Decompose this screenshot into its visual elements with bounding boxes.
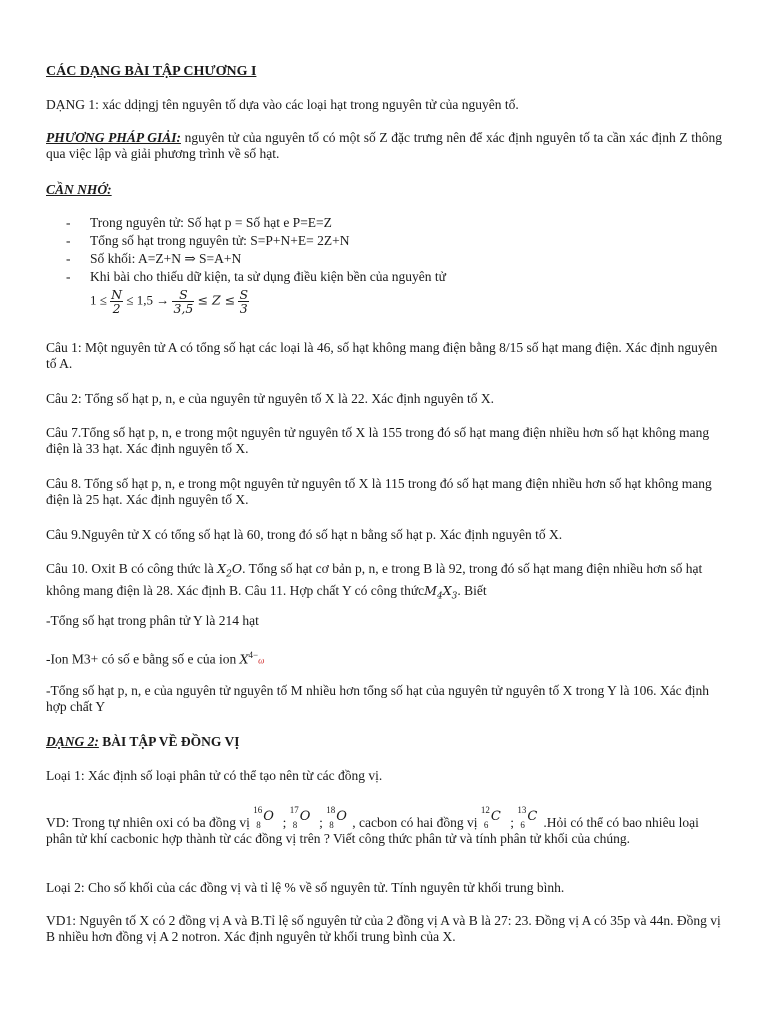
fraction-s-over-35: $\frac{S}{3,5}$ <box>173 287 194 316</box>
question-8: Câu 8. Tổng số hạt p, n, e trong một nguyên tử nguyên tố X là 115 trong đó số hạt mang điện nhiều hơn số hạt không mang điện là 25 hạt. Xác định nguyên tố X. <box>46 476 712 507</box>
isotope-o17: 17 8 O <box>289 805 311 830</box>
condition-compare: -Tổng số hạt p, n, e của nguyên tử nguyên tố M nhiều hơn tổng số hạt của nguyên tử nguyên tố X trong Y là 106. Xác định hợp chất Y <box>46 683 710 714</box>
dang2-heading <box>46 734 722 750</box>
type-1: Loại 1: Xác định số loại phân tử có thể tạo nên từ các đồng vị. <box>46 768 383 783</box>
list-item: - Số khối: A=Z+N ⇒ S=A+N <box>66 251 706 269</box>
method-label: PHƯƠNG PHÁP GIẢI: <box>46 130 182 145</box>
page-title: CÁC DẠNG BÀI TẬP CHƯƠNG I <box>46 64 257 79</box>
list-item: - Trong nguyên tử: Số hạt p = Số hạt e P=E=Z <box>66 215 706 233</box>
example-1: VD1: Nguyên tố X có 2 đồng vị A và B.Tỉ lệ số nguyên tử của 2 đồng vị A và B là 27: 23. Đồng vị A có 35p và 44n. Đồng vị B nhiều hơn đồng vị A 2 notron. Xác định nguyên tử khối trung bình của X. <box>46 913 721 944</box>
question-1: Câu 1: Một nguyên tử A có tổng số hạt các loại là 46, số hạt không mang điện bằng 8/15 số hạt mang điện. Xác định nguyên tố A. <box>46 340 718 371</box>
list-item: - Khi bài cho thiếu dữ kiện, ta sử dụng điều kiện bền của nguyên tử <box>66 269 706 287</box>
dang2-label: DẠNG 2: <box>46 734 99 749</box>
remember-list <box>66 215 706 287</box>
fraction-n-over-2: $\frac{N}{2}$ <box>111 287 123 316</box>
condition-total-particles: -Tổng số hạt trong phân tử Y là 214 hạt <box>46 613 259 628</box>
method-paragraph <box>46 130 722 162</box>
question-7: Câu 7.Tổng số hạt p, n, e trong một nguyên tử nguyên tố X là 155 trong đó số hạt mang điện nhiều hơn số hạt không mang điện là 33 hạt. Xác định nguyên tố X. <box>46 425 710 456</box>
method-text: nguyên tử của nguyên tố có một số Z đặc trưng nên để xác định nguyên tố ta cần xác định Z thông qua việc lập và giải phương trình về số hạt. <box>46 130 722 161</box>
formula-mid: ≤ 1,5 → <box>126 292 170 308</box>
example-isotopes: VD: Trong tự nhiên oxi có ba đồng vị 16 8 O ; 17 8 O ; 18 8 O , cacbon có hai đồng vị 12 6 C ; 13 6 C .Hỏi có thể có bao nhiêu loại phân tử khí cacbonic hợp thành từ các đồng vị trên ? Viết công thức phân tử và tính phân tử khối của chúng. <box>46 805 699 846</box>
stability-formula <box>90 288 249 324</box>
question-10: Câu 10. Oxit B có công thức là $X_2O$. Tổng số hạt cơ bản p, n, e trong B là 92, trong đó số hạt mang điện nhiều hơn số hạt không mang điện là 28. Xác định B. Câu 11. Hợp chất Y có công $thứcM_4X_3$. Biết <box>46 561 703 601</box>
isotope-c13: 13 6 C <box>517 805 538 830</box>
isotope-o16: 16 8 O <box>253 805 274 830</box>
isotope-c12: 12 6 C <box>480 805 501 830</box>
remember-label: CẦN NHỚ: <box>46 182 112 197</box>
isotope-o18: 18 8 O <box>326 805 347 830</box>
formula-m4x3: $M_4X_3$ <box>424 582 458 601</box>
formula-lead: 1 ≤ <box>90 292 107 308</box>
question-2: Câu 2: Tổng số hạt p, n, e của nguyên tử nguyên tố X là 22. Xác định nguyên tố X. <box>46 391 494 406</box>
type-2: Loại 2: Cho số khối của các đồng vị và tỉ lệ % về số nguyên tử. Tính nguyên tử khối trung bình. <box>46 880 565 895</box>
dang2-text: BÀI TẬP VỀ ĐỒNG VỊ <box>98 734 240 749</box>
red-symbol: ω <box>258 655 265 666</box>
formula-le-z: ≤ Z ≤ <box>197 292 236 308</box>
formula-x2o: $X_2O$ <box>217 561 243 580</box>
question-9: Câu 9.Nguyên tử X có tổng số hạt là 60, trong đó số hạt n bằng số hạt p. Xác định nguyên tố X. <box>46 527 563 542</box>
list-item: - Tổng số hạt trong nguyên tử: S=P+N+E= 2Z+N <box>66 233 706 251</box>
fraction-s-over-3: $\frac{S}{3}$ <box>239 287 249 316</box>
condition-ion: -Ion M3+ có số e bằng số e của ion $X^{4-}\omega$ <box>46 650 265 667</box>
dang1-description: DẠNG 1: xác ddịngj tên nguyên tố dựa vào các loại hạt trong nguyên tử của nguyên tố. <box>46 97 519 112</box>
